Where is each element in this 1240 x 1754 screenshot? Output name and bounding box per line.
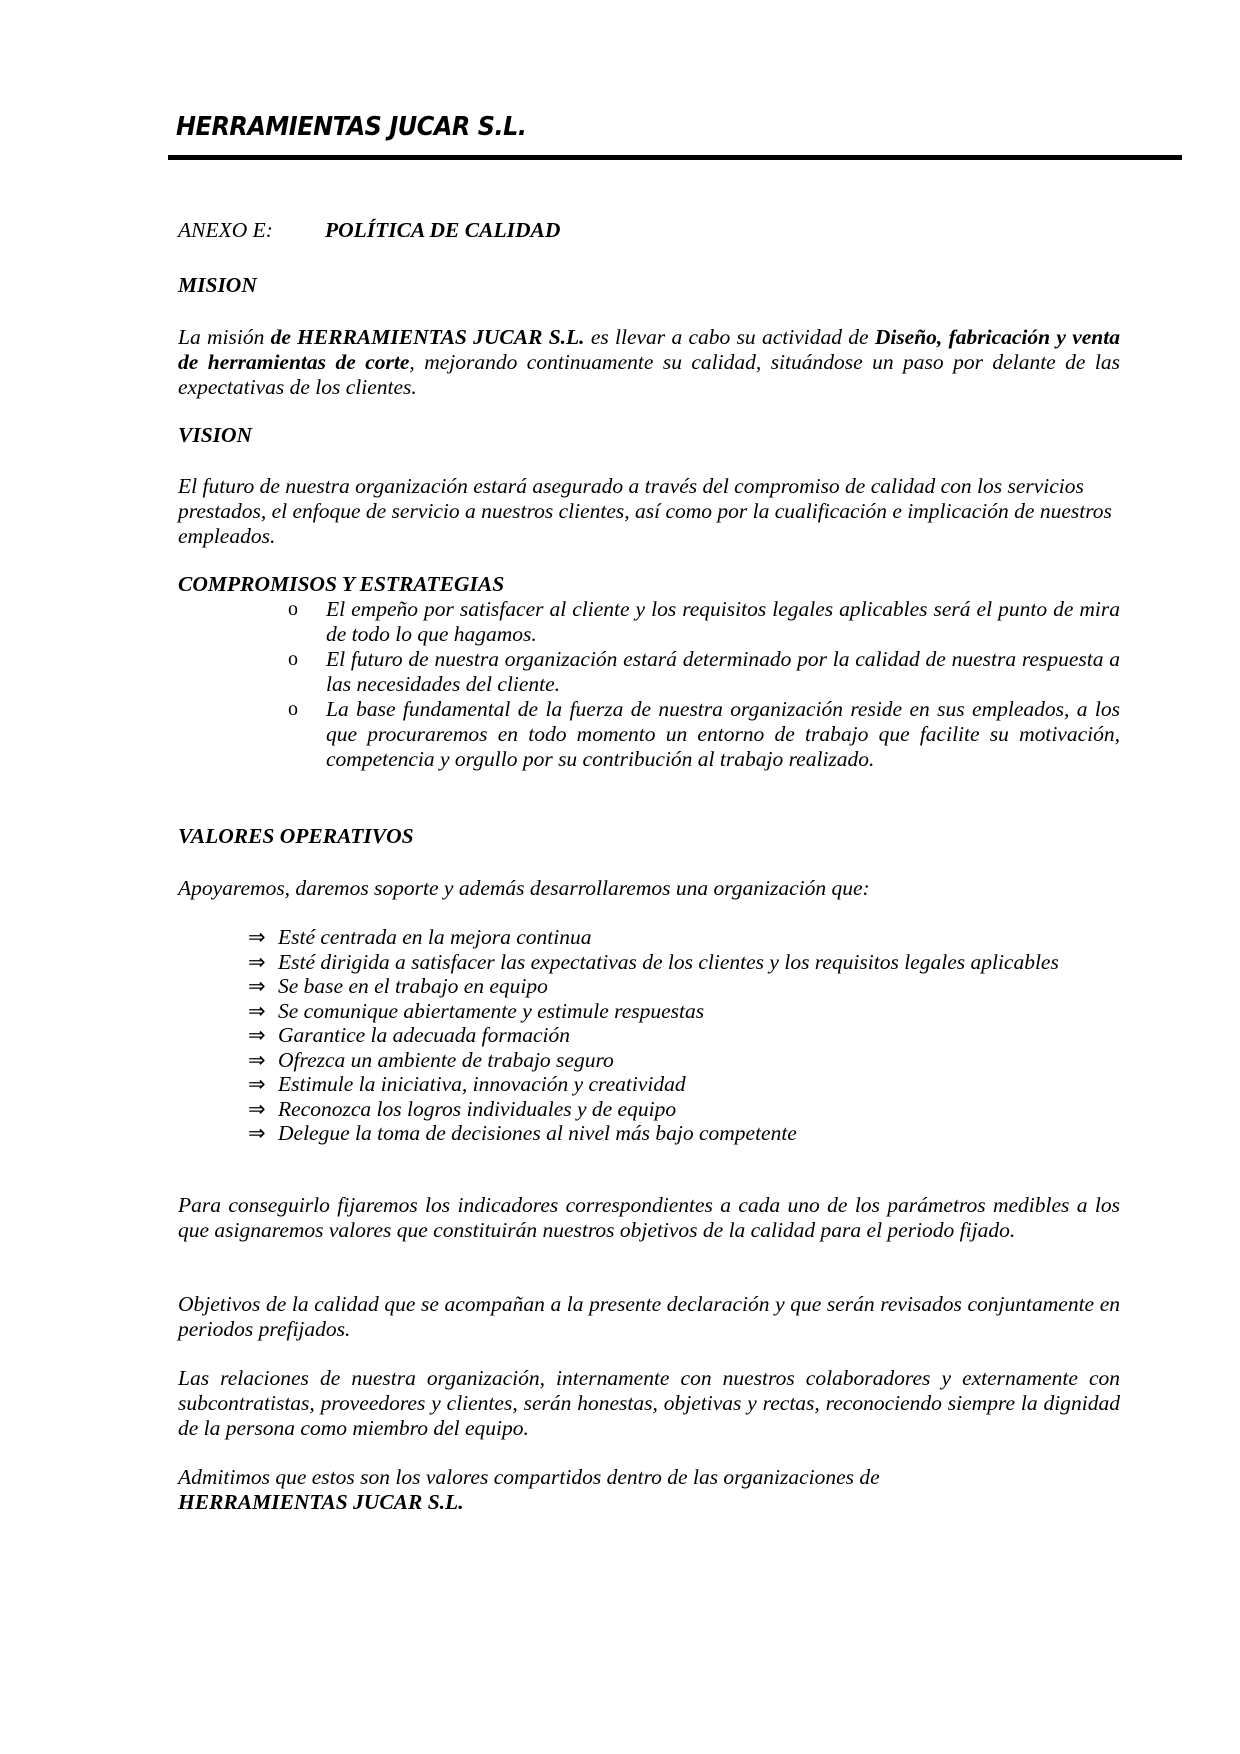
valores-compartidos-text: Admitimos que estos son los valores compartidos dentro de las organizaciones de (178, 1465, 880, 1489)
valores-item-text: Estimule la iniciativa, innovación y creatividad (278, 1072, 686, 1096)
valores-item-text: Esté dirigida a satisfacer las expectativas de los clientes y los requisitos legales aplicables (278, 949, 1059, 974)
indicadores-paragraph: Para conseguirlo fijaremos los indicadores correspondientes a cada uno de los parámetros medibles a los que asignaremos valores que constituirán nuestros objetivos de la calidad para el periodo fijado. (178, 1193, 1120, 1242)
valores-compartidos-paragraph (178, 1465, 1120, 1515)
valores-item-text: Esté centrada en la mejora continua (278, 925, 592, 949)
mision-text-2: es llevar a cabo su actividad de (584, 325, 875, 349)
valores-item-text: Reconozca los logros individuales y de equipo (278, 1096, 677, 1121)
compromisos-heading: COMPROMISOS Y ESTRATEGIAS (178, 572, 505, 596)
valores-item (248, 1121, 1128, 1146)
double-arrow-icon: ⇒ (248, 998, 266, 1023)
double-arrow-icon: ⇒ (248, 1072, 266, 1096)
annex-label: ANEXO E: (178, 218, 273, 242)
vision-paragraph: El futuro de nuestra organización estará asegurado a través del compromiso de calidad con los servicios prestados, el enfoque de servicio a nuestros clientes, así como por la cualificación e implicación de nuestros empleados. (178, 474, 1112, 548)
double-arrow-icon: ⇒ (248, 925, 266, 949)
objetivos-paragraph: Objetivos de la calidad que se acompañan a la presente declaración y que serán revisados conjuntamente en periodos prefijados. (178, 1292, 1120, 1341)
mision-heading: MISION (178, 273, 257, 297)
circle-bullet-icon: o (288, 698, 298, 720)
valores-heading: VALORES OPERATIVOS (178, 824, 414, 848)
valores-item (248, 1048, 1128, 1073)
vision-heading: VISION (178, 423, 253, 447)
annex-title: POLÍTICA DE CALIDAD (325, 218, 561, 242)
mision-activity: Diseño, fabricación y venta de herramientas de corte (178, 325, 1120, 374)
compromisos-item (288, 697, 1120, 772)
compromisos-item-text: El futuro de nuestra organización estará determinado por la calidad de nuestra respuesta a las necesidades del cliente. (326, 647, 1120, 696)
compromisos-list (288, 597, 1120, 772)
circle-bullet-icon: o (288, 598, 298, 620)
annex-title-line (178, 218, 1120, 243)
valores-item-text: Se comunique abiertamente y estimule respuestas (278, 998, 705, 1023)
relaciones-paragraph: Las relaciones de nuestra organización, internamente con nuestros colaboradores y externamente con subcontratistas, proveedores y clientes, serán honestas, objetivas y rectas, reconociendo siempre la dignidad de la persona como miembro del equipo. (178, 1366, 1120, 1440)
compromisos-item (288, 647, 1120, 697)
mision-text-3: , mejorando continuamente su calidad, situándose un paso por delante de las expectativas de los clientes. (178, 350, 1120, 399)
mision-text-1: La misión (178, 325, 271, 349)
header-rule (168, 155, 1182, 160)
double-arrow-icon: ⇒ (248, 1023, 266, 1047)
valores-item-text: Ofrezca un ambiente de trabajo seguro (278, 1047, 614, 1072)
circle-bullet-icon: o (288, 648, 298, 670)
valores-item (248, 999, 1128, 1024)
double-arrow-icon: ⇒ (248, 1121, 266, 1145)
double-arrow-icon: ⇒ (248, 949, 266, 974)
double-arrow-icon: ⇒ (248, 974, 266, 998)
compromisos-item-text: La base fundamental de la fuerza de nuestra organización reside en sus empleados, a los que procuraremos en todo momento un entorno de trabajo que facilite su motivación, competencia y orgullo por su contribución al trabajo realizado. (326, 697, 1120, 771)
valores-item (248, 925, 1128, 950)
double-arrow-icon: ⇒ (248, 1096, 266, 1121)
valores-item (248, 1023, 1128, 1048)
mision-company: de HERRAMIENTAS JUCAR S.L. (270, 325, 585, 349)
valores-item (248, 974, 1128, 999)
valores-item (248, 950, 1128, 975)
valores-item-text: Se base en el trabajo en equipo (278, 974, 548, 998)
double-arrow-icon: ⇒ (248, 1047, 266, 1072)
closing-company-name: HERRAMIENTAS JUCAR S.L. (178, 1490, 464, 1514)
company-header-title: HERRAMIENTAS JUCAR S.L. (176, 112, 527, 142)
valores-item-text: Garantice la adecuada formación (278, 1023, 570, 1047)
mision-paragraph (178, 325, 1120, 400)
compromisos-item (288, 597, 1120, 647)
valores-item (248, 1072, 1128, 1097)
valores-item-text: Delegue la toma de decisiones al nivel más bajo competente (278, 1121, 797, 1145)
valores-item (248, 1097, 1128, 1122)
valores-list (248, 925, 1128, 1146)
compromisos-item-text: El empeño por satisfacer al cliente y los requisitos legales aplicables será el punto de mira de todo lo que hagamos. (326, 597, 1120, 646)
valores-intro: Apoyaremos, daremos soporte y además desarrollaremos una organización que: (178, 876, 870, 900)
